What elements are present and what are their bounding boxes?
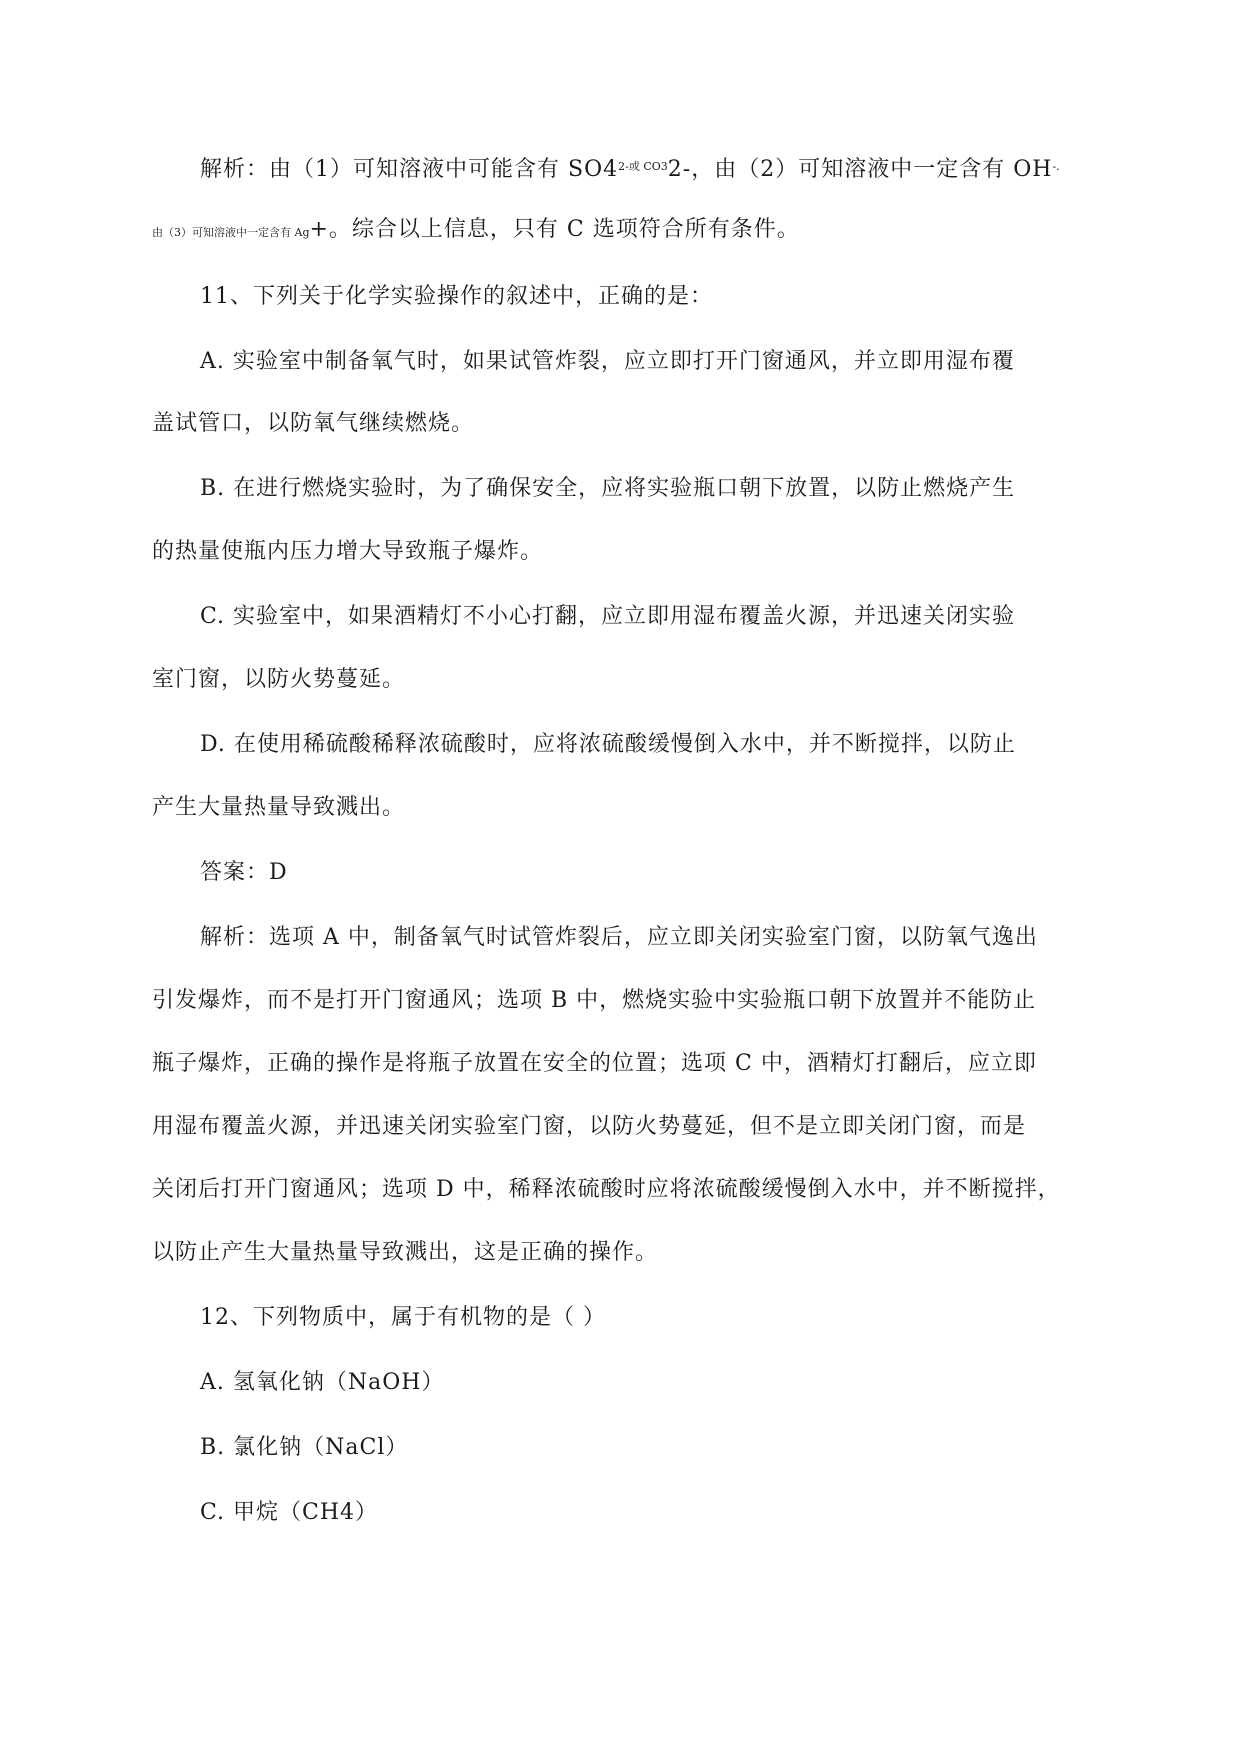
q11-analysis-line-3: 瓶子爆炸，正确的操作是将瓶子放置在安全的位置；选项 C 中，酒精灯打翻后，应立即: [152, 1051, 1037, 1076]
prev-analysis-text-b: 2-，由（2）可知溶液中一定含有 OH: [667, 157, 1053, 182]
q11-option-c-line-1: C. 实验室中，如果酒精灯不小心打翻，应立即用湿布覆盖火源，并迅速关闭实验: [200, 604, 1016, 629]
q11-option-b-line-2: 的热量使瓶内压力增大导致瓶子爆炸。: [152, 539, 544, 564]
q11-option-b-line-1: B. 在进行燃烧实验时，为了确保安全，应将实验瓶口朝下放置，以防止燃烧产生: [200, 476, 1016, 501]
q12-option-b: B. 氯化钠（NaCl）: [200, 1435, 409, 1460]
q11-option-c-line-2: 室门窗，以防火势蔓延。: [152, 667, 406, 692]
q11-answer: 答案：D: [200, 860, 288, 885]
q11-option-d-line-2: 产生大量热量导致溅出。: [152, 795, 406, 820]
prev-analysis-line-1: [200, 152, 1060, 185]
q11-analysis-line-4: 用湿布覆盖火源，并迅速关闭实验室门窗，以防火势蔓延，但不是立即关闭门窗，而是: [152, 1114, 1027, 1139]
q11-option-d-line-1: D. 在使用稀硫酸稀释浓硫酸时，应将浓硫酸缓慢倒入水中，并不断搅拌，以防止: [200, 732, 1016, 757]
q12-stem: 12、下列物质中，属于有机物的是（ ）: [200, 1305, 606, 1330]
q12-option-a: A. 氢氧化钠（NaOH）: [200, 1370, 445, 1395]
q11-analysis-line-2: 引发爆炸，而不是打开门窗通风；选项 B 中，燃烧实验中实验瓶口朝下放置并不能防止: [152, 988, 1037, 1013]
q11-stem: 11、下列关于化学实验操作的叙述中，正确的是：: [200, 284, 713, 309]
q11-analysis-line-1: 解析：选项 A 中，制备氧气时试管炸裂后，应立即关闭实验室门窗，以防氧气逸出: [200, 925, 1038, 950]
prev-analysis-superscript-2: -.: [1052, 160, 1060, 173]
prev-analysis-text-c: +。综合以上信息，只有 C 选项符合所有条件。: [309, 217, 800, 242]
q12-option-c: C. 甲烷（CH4）: [200, 1500, 379, 1525]
q11-analysis-line-5: 关闭后打开门窗通风；选项 D 中，稀释浓硫酸时应将浓硫酸缓慢倒入水中，并不断搅拌，: [152, 1177, 1061, 1202]
prev-analysis-small-text: 由（3）可知溶液中一定含有 Ag: [152, 226, 310, 239]
prev-analysis-superscript: 2-或 CO3: [618, 160, 668, 173]
prev-analysis-line-2: [152, 215, 800, 248]
q11-option-a-line-2: 盖试管口，以防氧气继续燃烧。: [152, 411, 475, 436]
q11-analysis-line-6: 以防止产生大量热量导致溅出，这是正确的操作。: [152, 1240, 659, 1265]
prev-analysis-text-a: 解析：由（1）可知溶液中可能含有 SO4: [200, 157, 619, 182]
q11-option-a-line-1: A. 实验室中制备氧气时，如果试管炸裂，应立即打开门窗通风，并立即用湿布覆: [200, 349, 1015, 374]
